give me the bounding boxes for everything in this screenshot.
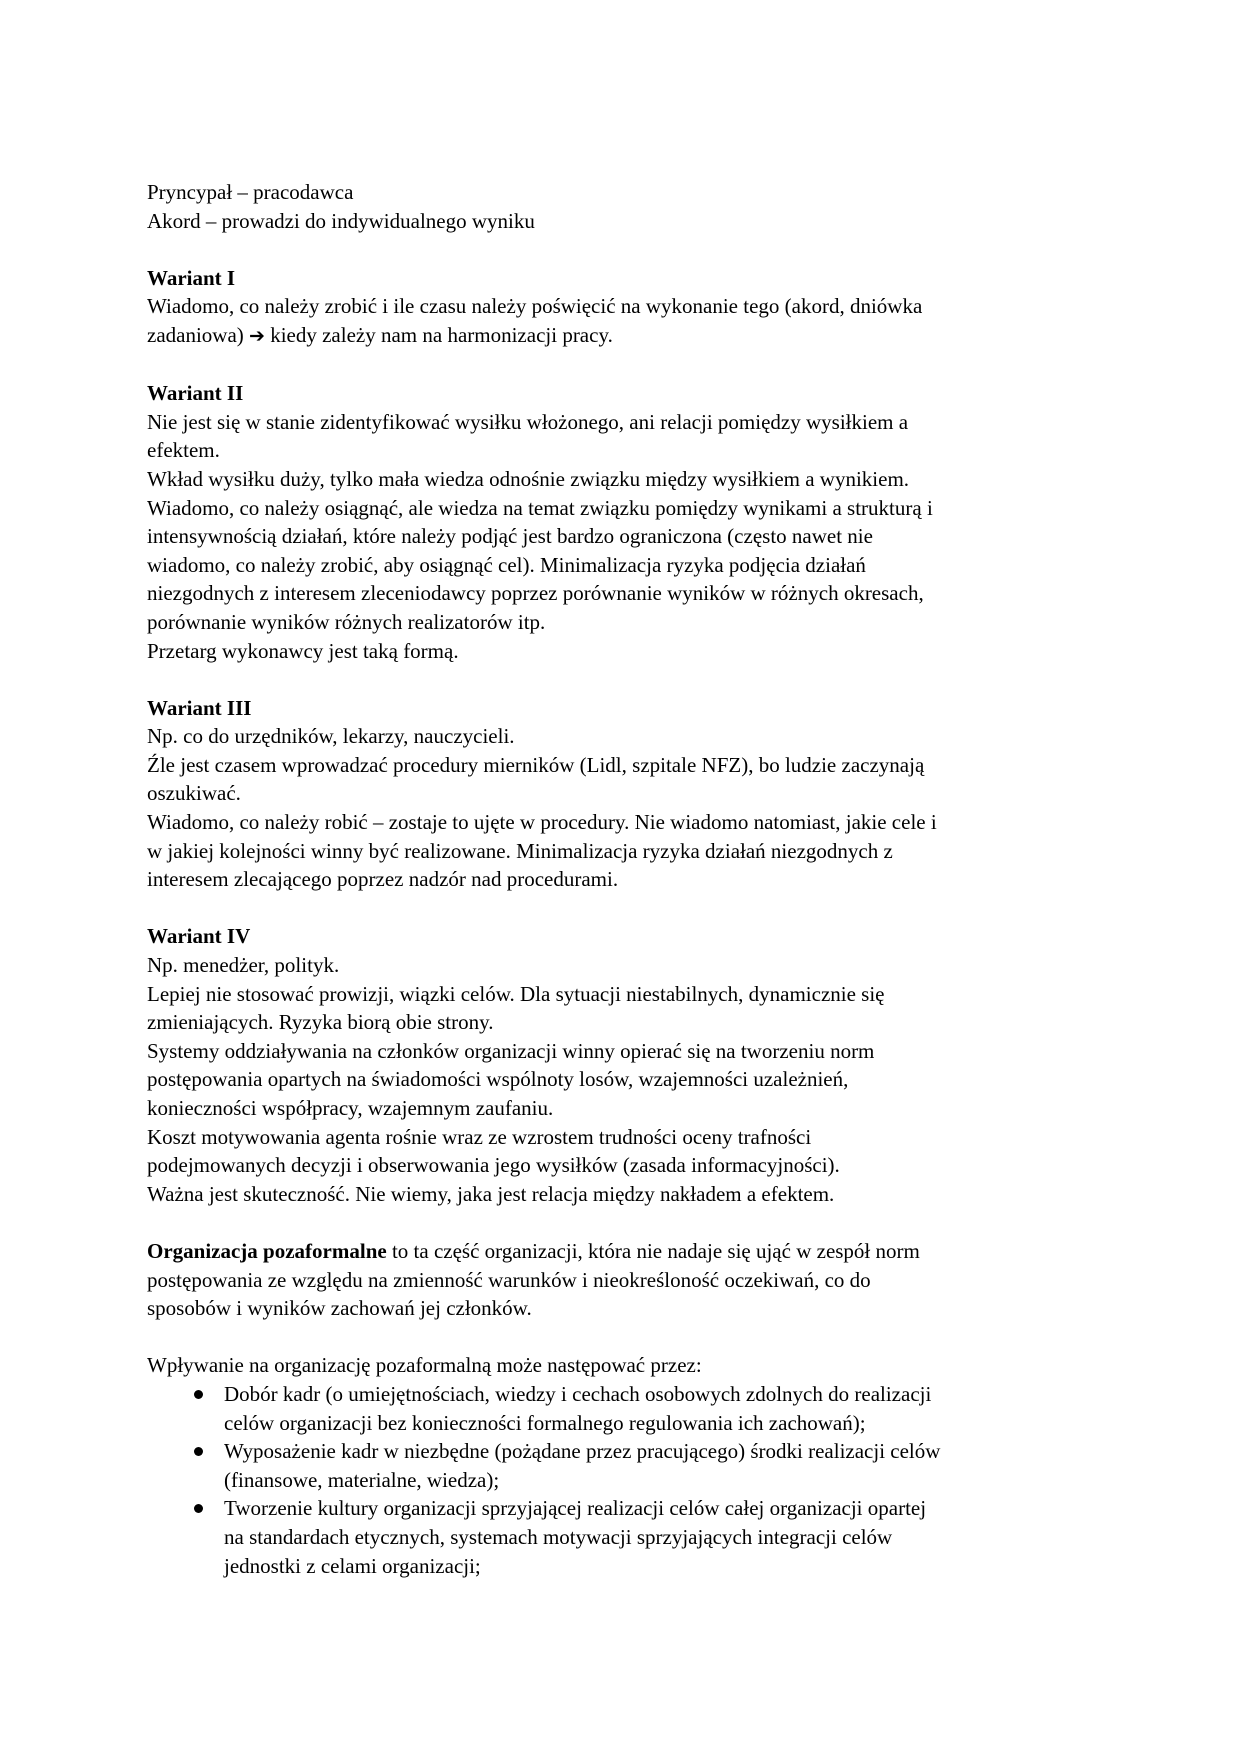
- list-item: [224, 1494, 1097, 1580]
- list-item-line: Wyposażenie kadr w niezbędne (pożądane przez pracującego) środki realizacji celów: [224, 1439, 941, 1464]
- section-heading: Wariant III: [147, 695, 252, 720]
- paragraph-line: oszukiwać.: [147, 781, 241, 806]
- bullet-icon: [194, 1447, 203, 1456]
- paragraph-line: w jakiej kolejności winny być realizowane. Minimalizacja ryzyka działań niezgodnych z: [147, 838, 893, 863]
- paragraph-line: Źle jest czasem wprowadzać procedury mierników (Lidl, szpitale NFZ), bo ludzie zaczynają: [147, 752, 925, 777]
- paragraph-line: Np. co do urzędników, lekarzy, nauczycieli.: [147, 724, 515, 749]
- paragraph-line: postępowania ze względu na zmienność warunków i nieokreśloność oczekiwań, co do: [147, 1267, 871, 1292]
- section-heading: Wariant IV: [147, 924, 251, 949]
- paragraph-line: interesem zlecającego poprzez nadzór nad procedurami.: [147, 867, 619, 892]
- document-page: [147, 178, 1097, 1580]
- list-intro: Wpływanie na organizację pozaformalną może następować przez:: [147, 1353, 702, 1378]
- paragraph-line: Wkład wysiłku duży, tylko mała wiedza odnośnie związku między wysiłkiem a wynikiem.: [147, 466, 910, 491]
- defined-term: Organizacja pozaformalne: [147, 1238, 387, 1263]
- paragraph-line: Systemy oddziaływania na członków organizacji winny opierać się na tworzeniu norm: [147, 1038, 875, 1063]
- intro-line: Akord – prowadzi do indywidualnego wyniku: [147, 208, 535, 233]
- paragraph-line: zmieniających. Ryzyka biorą obie strony.: [147, 1010, 494, 1035]
- paragraph-line: Lepiej nie stosować prowizji, wiązki celów. Dla sytuacji niestabilnych, dynamicznie się: [147, 981, 885, 1006]
- list-item-line: Dobór kadr (o umiejętnościach, wiedzy i cechach osobowych zdolnych do realizacji: [224, 1381, 932, 1406]
- list-item: [224, 1437, 1097, 1494]
- list-item-line: celów organizacji bez konieczności formalnego regulowania ich zachowań);: [224, 1410, 866, 1435]
- paragraph-line: sposobów i wyników zachowań jej członków.: [147, 1296, 532, 1321]
- paragraph-line: konieczności współpracy, wzajemnym zaufaniu.: [147, 1096, 554, 1120]
- bullet-icon: [194, 1390, 203, 1399]
- paragraph-line: porównanie wyników różnych realizatorów itp.: [147, 609, 546, 634]
- list-item: [224, 1380, 1097, 1437]
- bullet-icon: [194, 1504, 203, 1513]
- paragraph-line: Wiadomo, co należy zrobić i ile czasu należy poświęcić na wykonanie tego (akord, dniówka: [147, 294, 923, 319]
- text-span: kiedy zależy nam na harmonizacji pracy.: [270, 322, 613, 347]
- list-item-line: jednostki z celami organizacji;: [224, 1553, 481, 1578]
- intro-line: Pryncypał – pracodawca: [147, 180, 354, 204]
- paragraph-line: Wiadomo, co należy osiągnąć, ale wiedza na temat związku pomiędzy wynikami a strukturą i: [147, 495, 933, 520]
- paragraph-line: podejmowanych decyzji i obserwowania jego wysiłków (zasada informacyjności).: [147, 1153, 840, 1178]
- bullet-list: [147, 1380, 1097, 1580]
- paragraph-line: postępowania opartych na świadomości wspólnoty losów, wzajemności uzależnień,: [147, 1067, 849, 1092]
- paragraph-line: Koszt motywowania agenta rośnie wraz ze wzrostem trudności oceny trafności: [147, 1124, 812, 1149]
- paragraph-line: Przetarg wykonawcy jest taką formą.: [147, 638, 459, 663]
- text-span: zadaniowa): [147, 322, 244, 347]
- text-span: to ta część organizacji, która nie nadaje się ująć w zespół norm: [386, 1238, 920, 1263]
- section-heading: Wariant I: [147, 265, 236, 290]
- list-item-line: na standardach etycznych, systemach motywacji sprzyjających integracji celów: [224, 1524, 893, 1549]
- list-item-line: (finansowe, materialne, wiedza);: [224, 1467, 500, 1492]
- paragraph-line: intensywnością działań, które należy podjąć jest bardzo ograniczona (często nawet nie: [147, 524, 873, 549]
- paragraph-line: Np. menedżer, polityk.: [147, 953, 340, 978]
- section-heading: Wariant II: [147, 381, 244, 406]
- paragraph-line: Nie jest się w stanie zidentyfikować wysiłku włożonego, ani relacji pomiędzy wysiłkiem a: [147, 409, 909, 434]
- definition-line: [147, 1237, 1097, 1266]
- paragraph-line: wiadomo, co należy zrobić, aby osiągnąć cel). Minimalizacja ryzyka podjęcia działań: [147, 552, 866, 577]
- paragraph-line: Wiadomo, co należy robić – zostaje to ujęte w procedury. Nie wiadomo natomiast, jakie cele i: [147, 810, 937, 835]
- arrow-right-icon: ➔: [249, 324, 265, 347]
- paragraph-line: Ważna jest skuteczność. Nie wiemy, jaka jest relacja między nakładem a efektem.: [147, 1181, 835, 1206]
- paragraph-line: [147, 321, 1097, 351]
- paragraph-line: niezgodnych z interesem zleceniodawcy poprzez porównanie wyników w różnych okresach,: [147, 581, 924, 606]
- paragraph-line: efektem.: [147, 438, 220, 463]
- list-item-line: Tworzenie kultury organizacji sprzyjającej realizacji celów całej organizacji opartej: [224, 1496, 927, 1521]
